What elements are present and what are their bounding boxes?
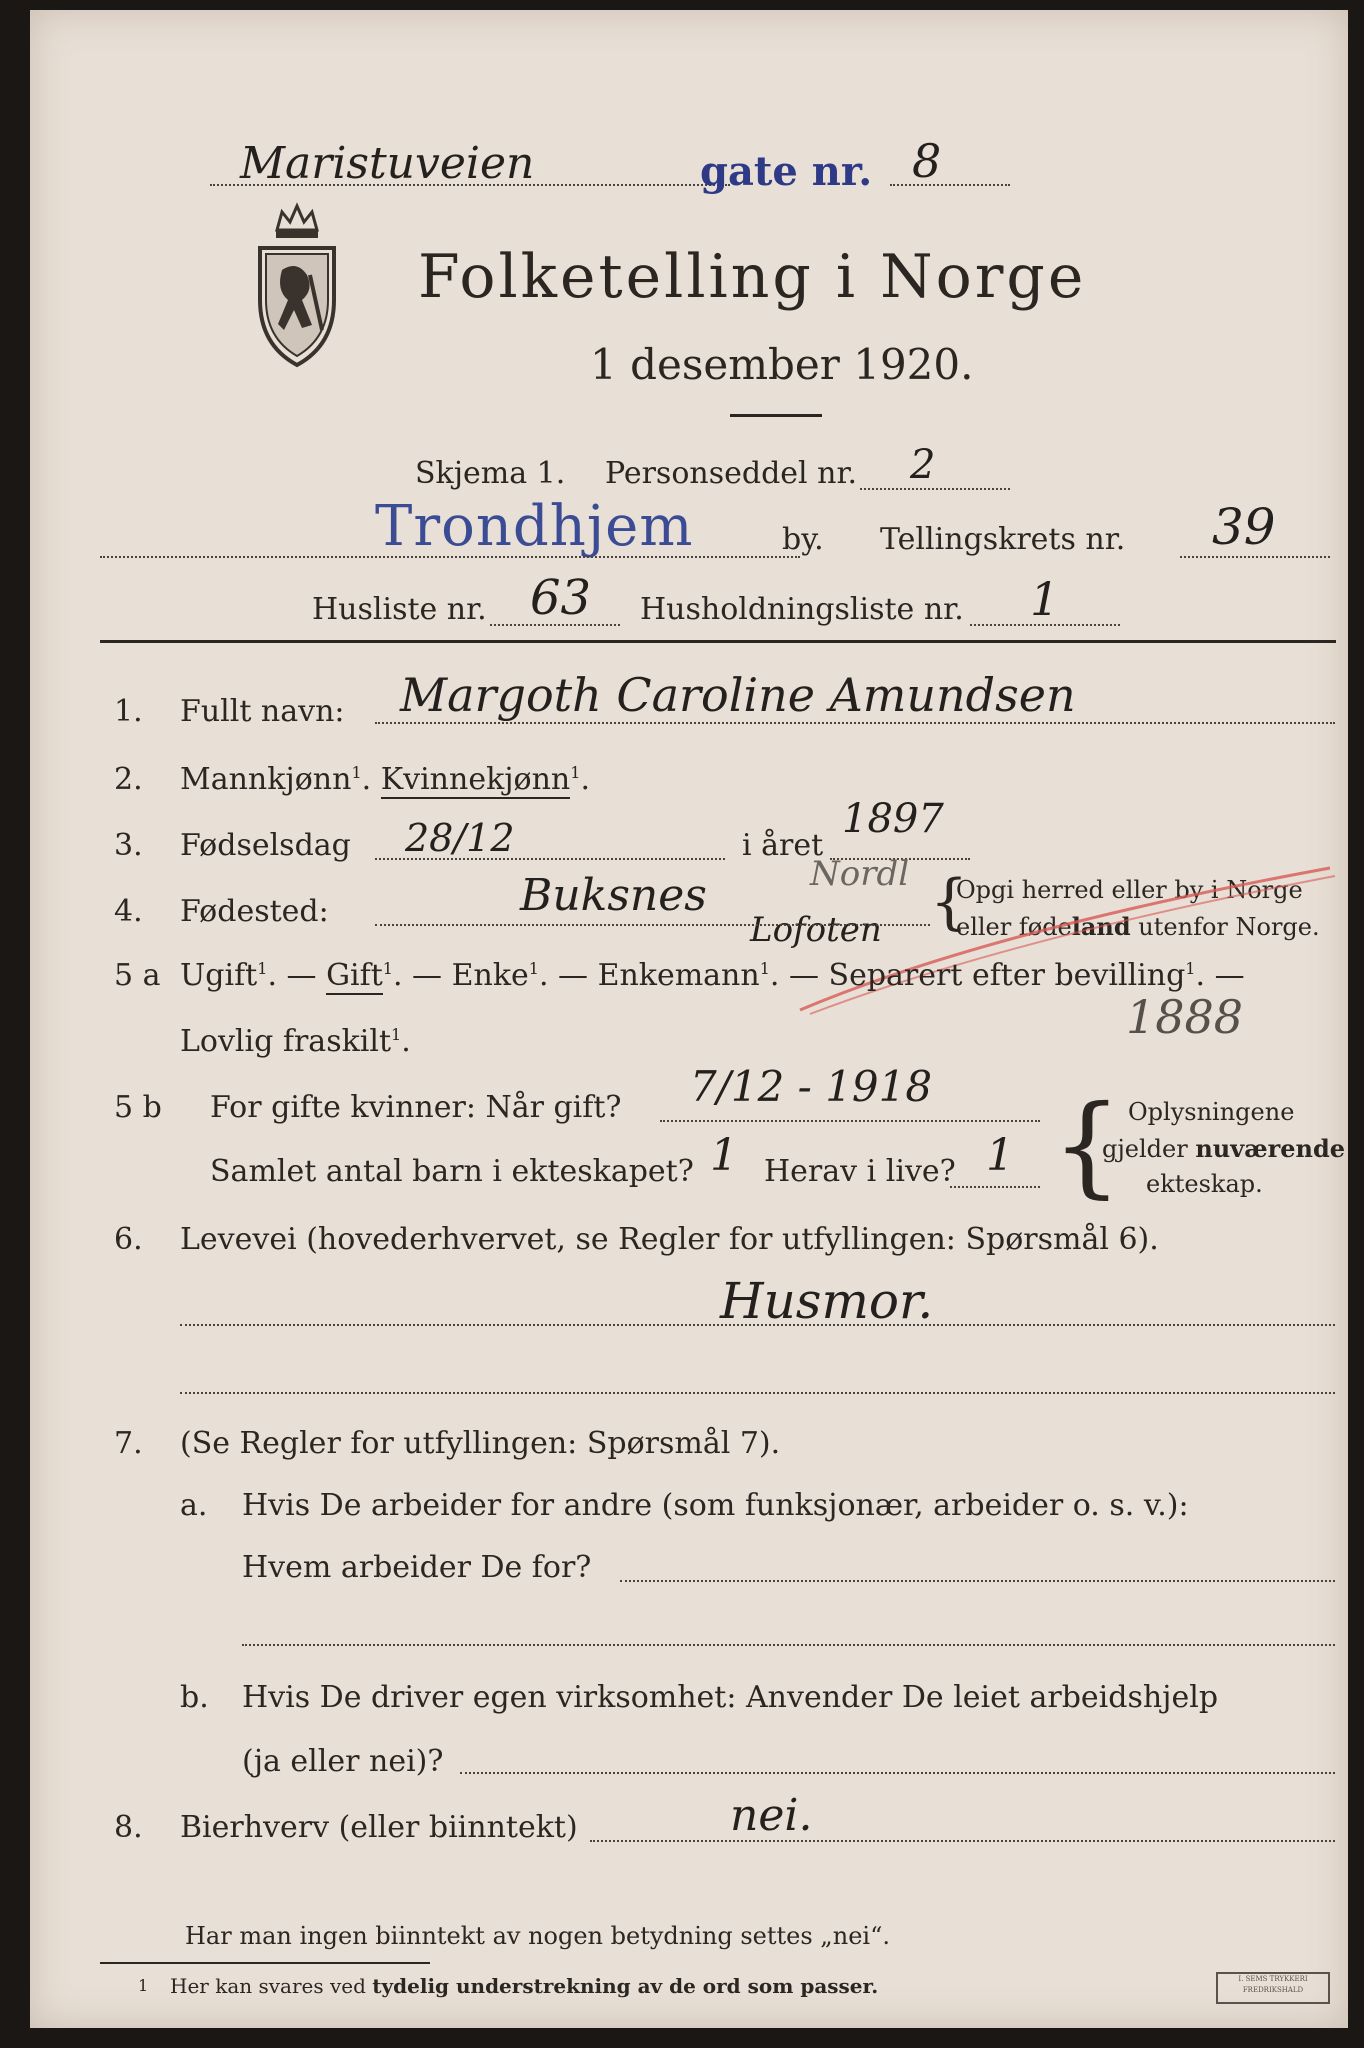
city-dotted-line [100, 556, 800, 558]
personseddel-dotted-line [860, 488, 1010, 490]
gate-label: gate nr. [700, 148, 873, 195]
census-form-page [30, 10, 1348, 2028]
q4-label: Fødested: [180, 894, 329, 929]
q6-dotted-line-1 [180, 1324, 1335, 1326]
q5b-note-line3: ekteskap. [1146, 1170, 1263, 1198]
q5b-label: For gifte kvinner: Når gift? [210, 1090, 622, 1125]
tellingskrets-label: Tellingskrets nr. [880, 522, 1126, 557]
q5a-number: 5 a [114, 958, 161, 993]
q5b-brace-icon: { [1052, 1081, 1122, 1209]
q3-year-value: 1897 [842, 796, 944, 842]
q5b-live-value: 1 [986, 1130, 1014, 1181]
tellingskrets-dotted-line [1180, 556, 1330, 558]
q4-region-value: Nordl [810, 854, 910, 894]
q5b-note-line1: Oplysningene [1128, 1098, 1295, 1126]
q4-district-value: Lofoten [750, 910, 882, 950]
red-pencil-strike [790, 860, 1350, 1020]
street-handwritten: Maristuveien [240, 138, 535, 189]
q4-birthplace-value: Buksnes [520, 870, 707, 921]
q4-number: 4. [114, 894, 143, 929]
q5b-live-label: Herav i live? [764, 1154, 956, 1189]
personseddel-value: 2 [910, 442, 936, 488]
personseddel-label: Personseddel nr. [605, 456, 858, 491]
q4-brace-icon: { [930, 867, 969, 937]
q1-number: 1. [114, 694, 143, 729]
q5a-fraskilt: Lovlig fraskilt$^1$. [180, 1024, 411, 1059]
footnote-rule [100, 1962, 430, 1964]
q7-label: (Se Regler for utfyllingen: Spørsmål 7). [180, 1426, 781, 1461]
q7b-dotted-line [460, 1772, 1335, 1774]
q8-value: nei. [730, 1790, 813, 1841]
q1-dotted-line [375, 722, 1335, 724]
q4-note-line2: eller fødeland utenfor Norge. [956, 912, 1320, 941]
footer-note: Har man ingen biinntekt av nogen betydning settes „nei“. [185, 1922, 890, 1950]
q5b-note-line2: gjelder nuværende [1102, 1134, 1346, 1163]
title-divider [730, 414, 822, 417]
q7b-text: Hvis De driver egen virksomhet: Anvender De leiet arbeidshjelp [242, 1680, 1219, 1715]
q2-kvinnekjonn: Kvinnekjønn [380, 762, 571, 797]
q6-number: 6. [114, 1222, 143, 1257]
q6-dotted-line-2 [180, 1392, 1335, 1394]
husholdning-dotted-line [970, 624, 1120, 626]
header-divider [100, 640, 1336, 643]
census-date: 1 desember 1920. [590, 340, 974, 389]
q2-number: 2. [114, 762, 143, 797]
q7a-dotted-line-1 [620, 1580, 1335, 1582]
q7-number: 7. [114, 1426, 143, 1461]
q5b-number: 5 b [114, 1090, 162, 1125]
q2-options: Mannkjønn$^1$. Kvinnekjønn$^1$. [180, 762, 590, 797]
husholdning-value: 1 [1030, 572, 1060, 626]
city-stamp: Trondhjem [375, 494, 694, 559]
gate-dotted-line [890, 184, 1010, 186]
q5b-married-value: 7/12 - 1918 [690, 1062, 933, 1111]
by-label: by. [782, 522, 824, 557]
printer-mark: I. SEMS TRYKKERI FREDRIKSHALD [1216, 1972, 1330, 2004]
q2-mannkjonn: Mannkjønn [180, 762, 352, 797]
q1-label: Fullt navn: [180, 694, 345, 729]
husliste-dotted-line [490, 624, 620, 626]
husliste-value: 63 [530, 570, 592, 626]
q1-fullname-value: Margoth Caroline Amundsen [400, 668, 1076, 722]
q3-label: Fødselsdag [180, 828, 351, 863]
husliste-label: Husliste nr. [312, 592, 487, 627]
q3-dotted-line [375, 858, 725, 860]
gate-number: 8 [912, 134, 942, 188]
skjema-label: Skjema 1. [415, 456, 566, 491]
q4-note-line1: Opgi herred eller by i Norge [956, 876, 1303, 904]
q3-year-label: i året [742, 828, 824, 863]
q5b-barn-label: Samlet antal barn i ekteskapet? [210, 1154, 694, 1189]
q5b-barn-value: 1 [710, 1130, 738, 1181]
q6-occupation-value: Husmor. [720, 1272, 934, 1330]
q7a-text2: Hvem arbeider De for? [242, 1550, 592, 1585]
q3-birthday-value: 28/12 [405, 816, 515, 860]
q5a-gift-underlined: Gift [326, 958, 383, 993]
q7a-number: a. [180, 1488, 208, 1523]
q7b-number: b. [180, 1680, 209, 1715]
form-title: Folketelling i Norge [418, 242, 1087, 312]
q5b-live-dotted-line [950, 1186, 1040, 1188]
q3-number: 3. [114, 828, 143, 863]
tellingskrets-value: 39 [1212, 498, 1276, 556]
q5b-dotted-line [660, 1120, 1040, 1122]
q8-dotted-line [590, 1840, 1335, 1842]
street-dotted-line [210, 184, 730, 186]
footnote-number: 1 [138, 1976, 149, 1995]
q7a-text: Hvis De arbeider for andre (som funksjonær, arbeider o. s. v.): [242, 1488, 1189, 1523]
q7a-dotted-line-2 [242, 1644, 1335, 1646]
q8-number: 8. [114, 1810, 143, 1845]
q8-label: Bierhverv (eller biinntekt) [180, 1810, 578, 1845]
q7b-text2: (ja eller nei)? [242, 1744, 444, 1779]
q5a-options: Ugift$^1$. — Gift$^1$. — Enke$^1$. — Enkemann$^1$. — Separert efter bevilling$^1$. — [180, 958, 1245, 993]
q5a-year-note: 1888 [1126, 990, 1244, 1044]
husholdning-label: Husholdningsliste nr. [640, 592, 964, 627]
coat-of-arms-icon [252, 200, 342, 370]
footnote-text: Her kan svares ved tydelig understrekning av de ord som passer. [170, 1974, 879, 1998]
q6-label: Levevei (hovederhvervet, se Regler for utfyllingen: Spørsmål 6). [180, 1222, 1159, 1257]
